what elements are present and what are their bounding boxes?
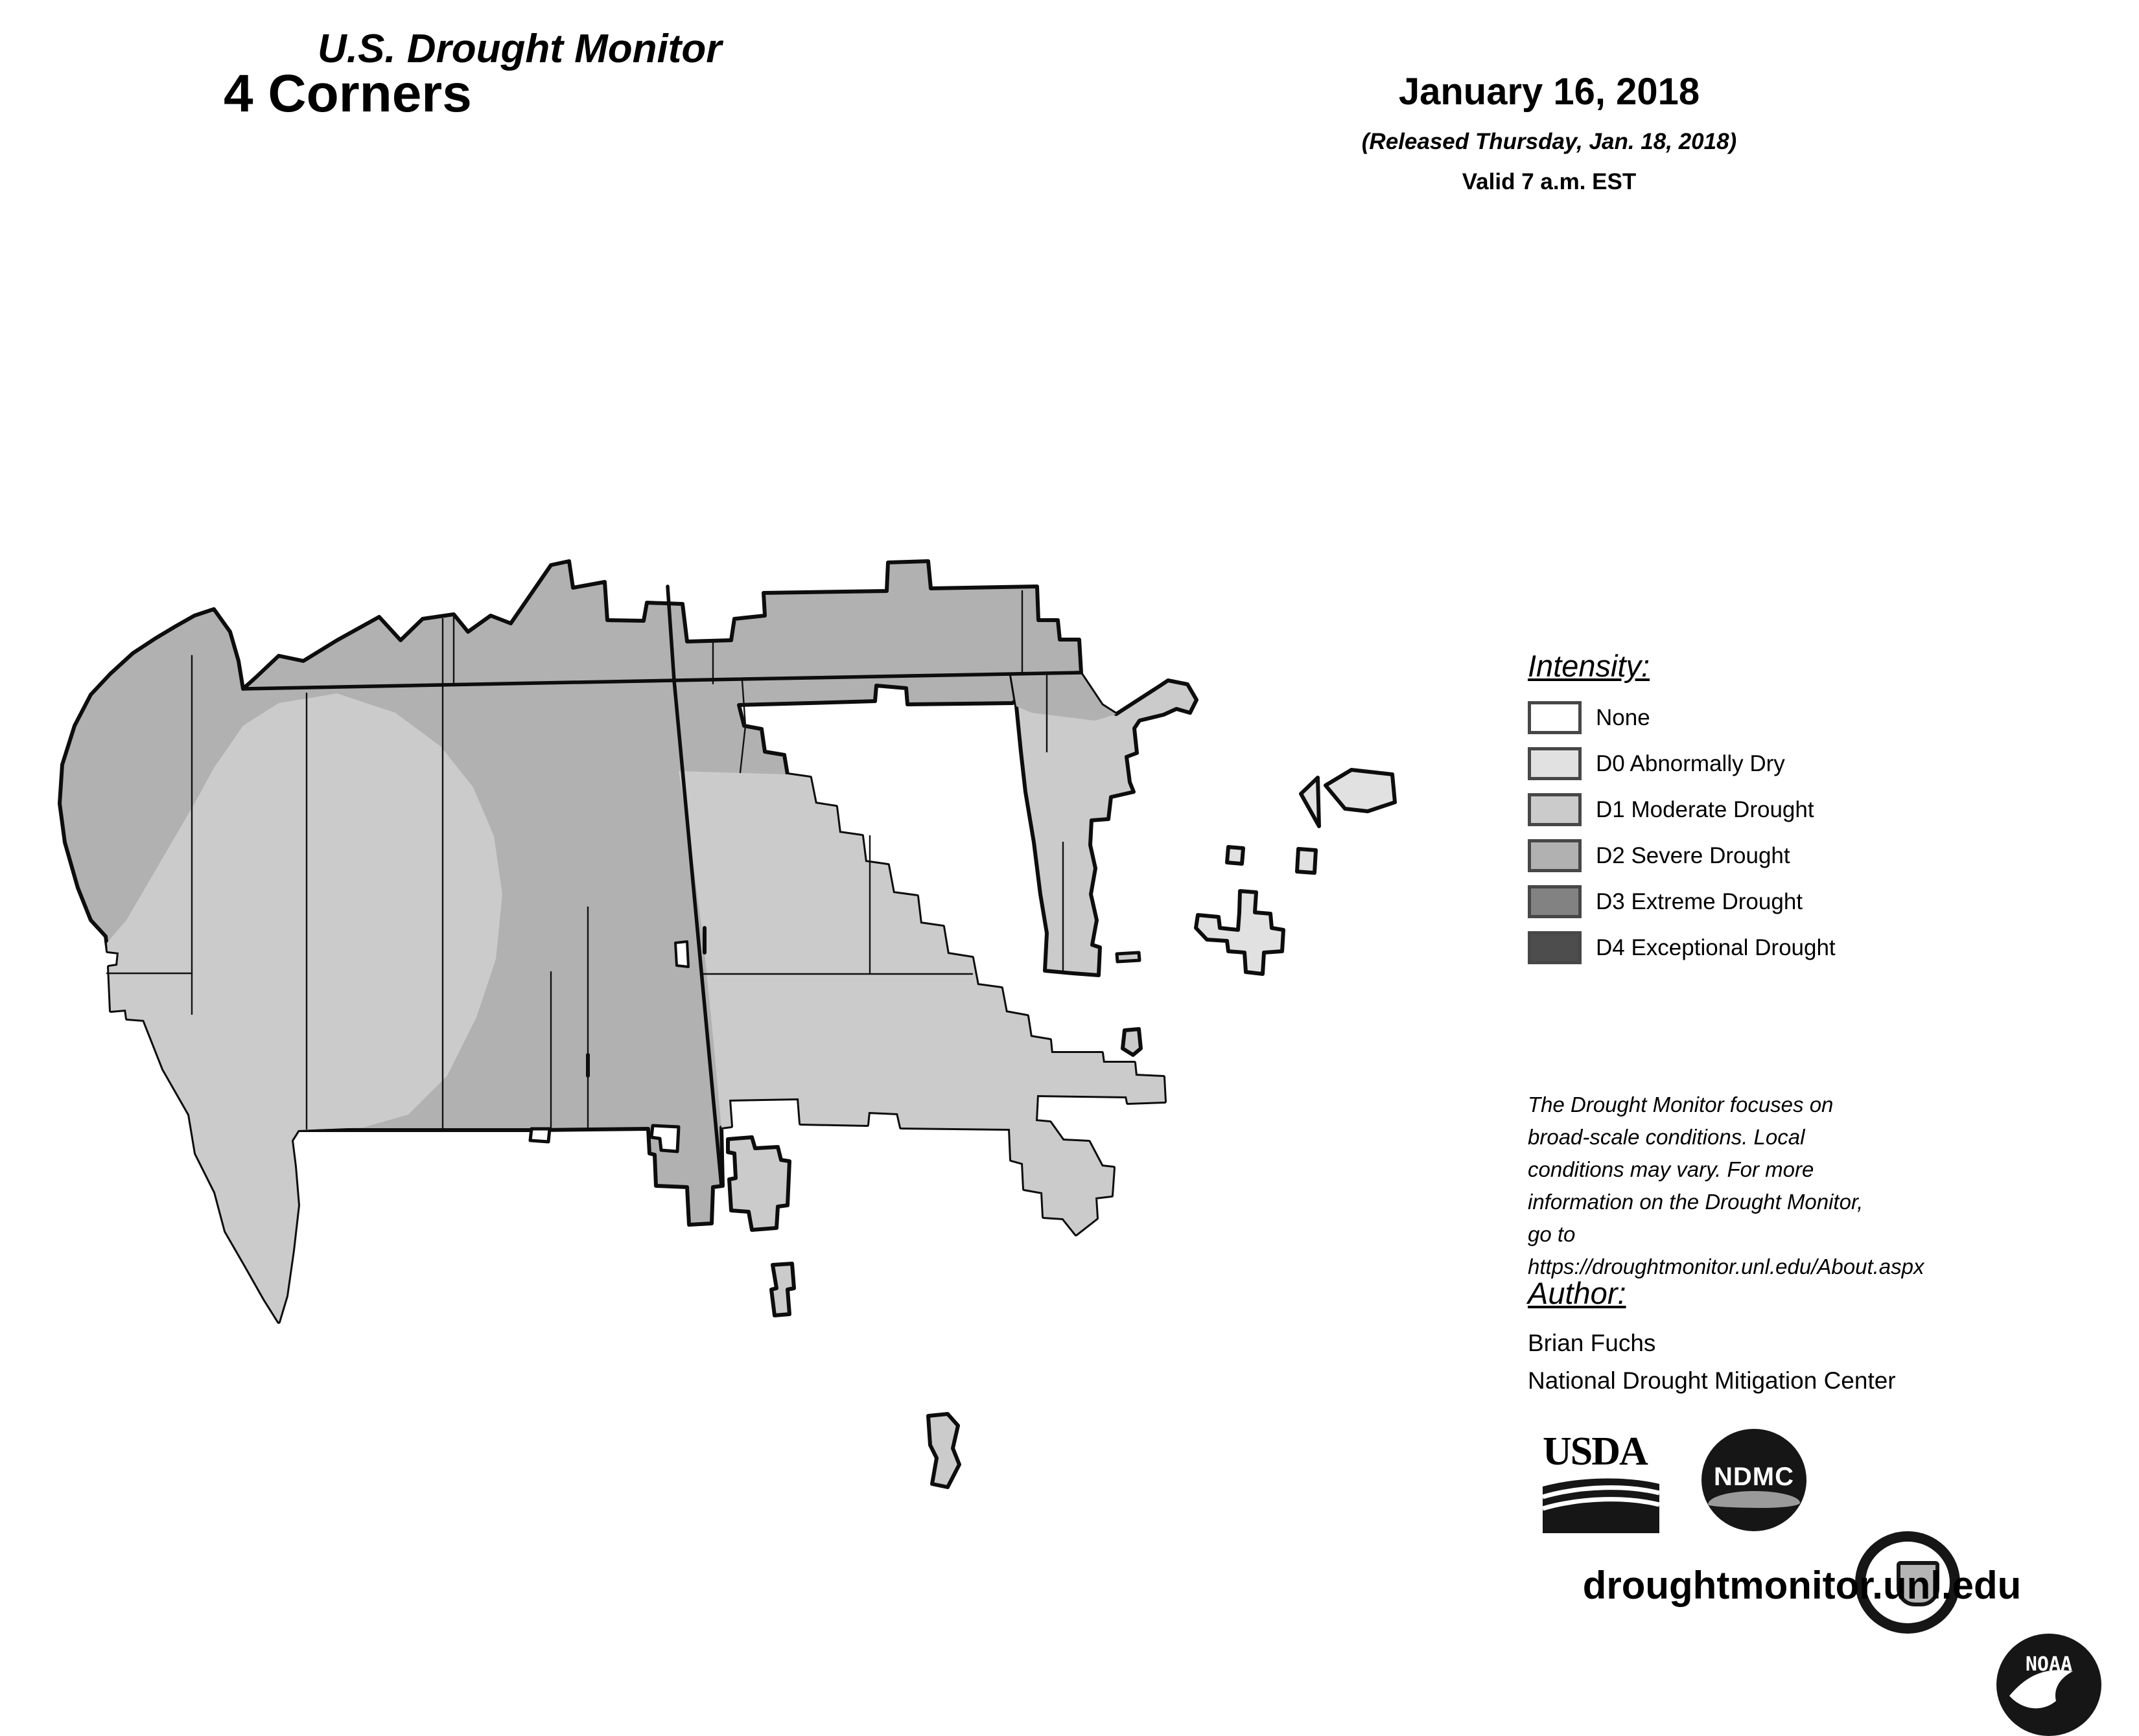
map-island-arrow [1301, 778, 1319, 826]
footer-url: droughtmonitor.unl.edu [1582, 1564, 2022, 1607]
legend-label: D1 Moderate Drought [1596, 797, 1814, 822]
map-none-notch-3 [675, 942, 688, 967]
noaa-logo [1996, 1634, 2101, 1736]
usda-swoosh-icon [1543, 1475, 1659, 1533]
legend-label: D4 Exceptional Drought [1596, 935, 1836, 960]
map-island-pentagon [1326, 770, 1395, 811]
legend-swatch-d3 [1528, 885, 1582, 918]
legend-label: D3 Extreme Drought [1596, 889, 1803, 914]
legend-swatch-d2 [1528, 839, 1582, 872]
ndmc-logo [1701, 1429, 1806, 1531]
author-organization: National Drought Mitigation Center [1528, 1367, 1896, 1394]
map-island-south-1 [728, 1137, 789, 1230]
legend-label: D2 Severe Drought [1596, 843, 1790, 868]
map-none-notch-2 [530, 1129, 550, 1142]
map-island-square-east [1297, 849, 1316, 873]
legend-heading: Intensity: [1528, 649, 1650, 683]
region-title: 4 Corners [224, 64, 472, 123]
usda-logo-text: USDA [1543, 1429, 1647, 1474]
noaa-logo-text: NOAA [2025, 1653, 2073, 1676]
map-islet-sliver [1117, 953, 1140, 962]
map-east-lobe [1011, 674, 1197, 975]
map-island-cluster-east [1196, 891, 1283, 974]
page-title: U.S. Drought Monitor [318, 27, 722, 71]
legend-label: None [1596, 705, 1650, 730]
legend-swatch-d4 [1528, 931, 1582, 964]
release-date: (Released Thursday, Jan. 18, 2018) [1361, 129, 1737, 154]
legend-swatch-d0 [1528, 747, 1582, 780]
map-date: January 16, 2018 [1398, 71, 1700, 113]
ndmc-logo-text: NDMC [1714, 1463, 1794, 1491]
usda-logo [1543, 1429, 1659, 1533]
noaa-bird-icon [1996, 1634, 2101, 1736]
disclaimer-text: The Drought Monitor focuses on broad-scale conditions. Local conditions may vary. For more information on the Drought Monitor, go to https://droughtmonitor.unl.edu/About.aspx [1528, 1093, 1924, 1279]
map-island-south-2 [771, 1264, 794, 1315]
legend-swatch-d1 [1528, 793, 1582, 826]
author-name: Brian Fuchs [1528, 1330, 1656, 1356]
ndmc-wave-icon [1708, 1491, 1800, 1508]
author-heading: Author: [1528, 1276, 1626, 1310]
map-islet-pentagon [1123, 1029, 1141, 1055]
map-island-south-3 [928, 1414, 959, 1487]
valid-time: Valid 7 a.m. EST [1462, 169, 1637, 194]
map-island-square-small [1227, 847, 1243, 864]
legend-label: D0 Abnormally Dry [1596, 751, 1785, 776]
legend-swatch-none [1528, 701, 1582, 734]
